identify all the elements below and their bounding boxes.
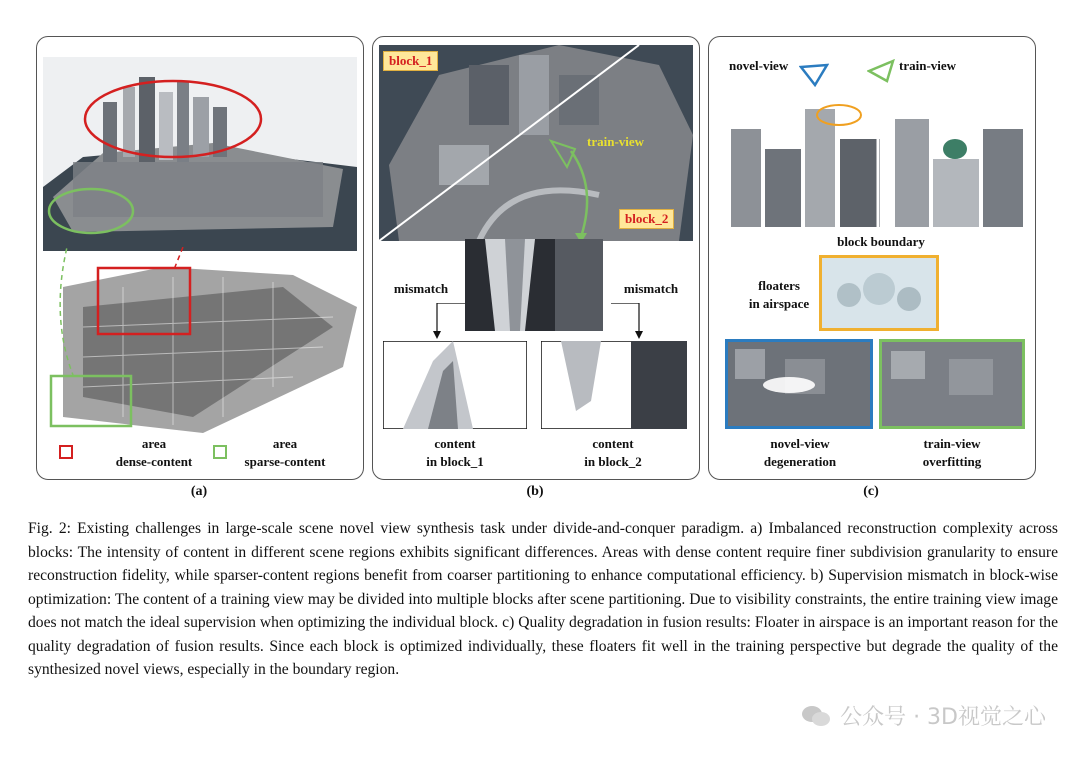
train-view-camera-icon (867, 59, 895, 83)
panel-a (36, 36, 364, 480)
floaters-image (819, 255, 939, 331)
panel-c (708, 36, 1036, 480)
legend-dense-swatch (59, 445, 73, 459)
split-arrows (423, 303, 653, 339)
panel-c-label: (c) (863, 484, 879, 499)
watermark (800, 700, 1046, 731)
mismatch-left-label: mismatch (393, 281, 449, 296)
train-view-top-label: train-view (899, 58, 957, 73)
content-block2-label: content in block_2 (584, 436, 642, 469)
novel-view-label: novel-view (729, 58, 789, 73)
panel-b (372, 36, 700, 480)
content-block2-image (541, 341, 687, 429)
novel-degeneration-label: novel-view degeneration (763, 436, 837, 469)
panel-b-label: (b) (526, 484, 544, 499)
city-boundary-image (725, 93, 1025, 227)
floaters-label: floaters in airspace (748, 278, 810, 311)
content-block1-label: content in block_1 (426, 436, 484, 469)
block-boundary-label: block boundary (837, 234, 925, 249)
train-overfitting-image (879, 339, 1025, 429)
train-view-arrow (563, 147, 603, 243)
train-view-label: train-view (587, 134, 645, 149)
mismatch-right-label: mismatch (623, 281, 679, 296)
panel-a-label: (a) (190, 484, 208, 499)
content-block1-image (383, 341, 527, 429)
legend-dense-label: area dense-content (115, 436, 193, 469)
train-overfitting-label: train-view overfitting (922, 436, 982, 469)
figure-caption: Fig. 2: Existing challenges in large-scale scene novel view synthesis task under divide-and-conquer paradigm. a) Imbalanced reconstruction complexity across blocks: The intensity of content in different scene regions exhibits significant differences. Areas with dense content require finer subdivision granularity to ensure reconstruction fidelity, while sparser-content regions benefit from coarser partitioning to enhance computational efficiency. b) Supervision mismatch in block-wise optimization: The content of a training view may be divided into multiple blocks after scene partitioning. Due to visibility constraints, the entire training view image does not match the ideal supervision when optimizing the individual block. c) Quality degradation in fusion results: Floater in airspace is an important reason for the quality degradation of fusion results. Since each block is optimized individually, these floaters fit well in the training perspective but degrade the quality of the synthesized novel views, especially in the boundary region. (28, 520, 1058, 678)
point-cloud-image (43, 247, 357, 433)
novel-degeneration-image (725, 339, 873, 429)
legend-sparse-label: area sparse-content (244, 436, 326, 469)
block1-tag: block_1 (383, 51, 438, 71)
watermark-text: 公众号 · 3D视觉之心 (840, 705, 1046, 730)
wechat-icon (800, 704, 832, 728)
block2-tag: block_2 (619, 209, 674, 229)
city-render-image (43, 57, 357, 251)
novel-view-camera-icon (799, 63, 829, 87)
